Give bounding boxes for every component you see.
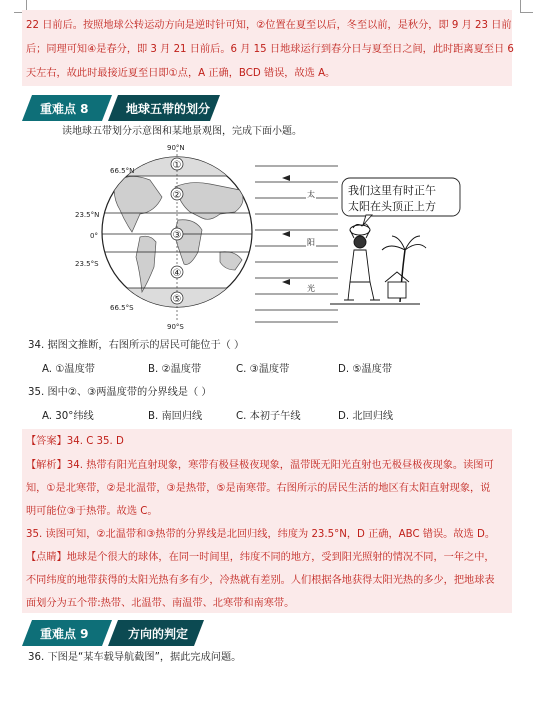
q35-option-a[interactable]: A. 30°纬线	[42, 411, 94, 422]
zone-label: ⑤	[172, 294, 182, 305]
sun-label: 太	[307, 190, 315, 199]
q35-option-d[interactable]: D. 北回归线	[338, 411, 394, 422]
zone-label: ②	[172, 190, 182, 201]
page-corner-mark	[520, 0, 533, 13]
latitude-label: 66.5°S	[110, 304, 134, 312]
latitude-label: 0°	[90, 232, 98, 240]
tip-line: 面划分为五个带:热带、北温带、南温带、北寒带和南寒带。	[26, 598, 295, 609]
question-intro: 读地球五带划分示意图和某地景观图，完成下面小题。	[62, 126, 302, 137]
pole-label: 90°S	[167, 323, 184, 331]
speech-text: 我们这里有时正午	[348, 184, 436, 197]
analysis-line: 知，①是北寒带，②是北温带，③是热带，⑤是南寒带。右图所示的居民生活的地区有太阳直射现象，说	[26, 483, 491, 494]
q34-option-a[interactable]: A. ①温度带	[42, 364, 95, 375]
tip-line: 不同纬度的地带获得的太阳光热有多有少，冷热就有差别。人们根据各地获得太阳光热的多少，把地球表	[26, 575, 495, 586]
section-title: 方向的判定	[128, 627, 189, 641]
local-person-illustration	[330, 224, 426, 304]
q35-option-c[interactable]: C. 本初子午线	[236, 411, 301, 422]
question-36-stem: 36. 下图是“某车载导航截图”，据此完成问题。	[28, 652, 242, 663]
q34-option-c[interactable]: C. ③温度带	[236, 364, 290, 375]
q34-option-b[interactable]: B. ②温度带	[148, 364, 202, 375]
sun-label: 阳	[307, 238, 315, 247]
pole-label: 90°N	[167, 144, 185, 152]
zone-label: ①	[172, 160, 182, 171]
zone-label: ④	[172, 268, 182, 279]
section-tag: 重难点 8	[40, 102, 89, 116]
tip-label: 【点睛】	[26, 552, 67, 563]
latitude-label: 23.5°N	[75, 211, 100, 219]
answer-text: 34. C 35. D	[66, 436, 124, 447]
previous-answer-line: 后；同理可知④是春分，即 3 月 21 日前后。6 月 15 日地球运行到春分日与夏至日之间，此时距离夏至日 6	[26, 44, 514, 55]
analysis-label: 【解析】	[26, 460, 67, 471]
tip-text: 地球是个很大的球体，在同一时间里，纬度不同的地方，受到阳光照射的情况不同，一年之中，	[66, 552, 495, 563]
q34-option-d[interactable]: D. ⑤温度带	[338, 364, 393, 375]
five-zones-figure	[70, 142, 490, 332]
section-tag: 重难点 9	[40, 627, 89, 641]
question-35-stem: 35. 图中②、③两温度带的分界线是（ ）	[28, 387, 212, 398]
section-title: 地球五带的划分	[126, 102, 211, 116]
previous-answer-line: 22 日前后。按照地球公转运动方向是逆时针可知，②位置在夏至以后，冬至以前，是秋分，即 9 月 23 日前	[26, 20, 512, 31]
analysis-line: 35. 读图可知，②北温带和③热带的分界线是北回归线，纬度为 23.5°N，D 正确，ABC 错误。故选 D。	[26, 529, 496, 540]
latitude-label: 23.5°S	[75, 260, 99, 268]
analysis-line: 明可能位③于热带。故选 C。	[26, 506, 158, 517]
latitude-label: 66.5°N	[110, 167, 135, 175]
speech-text: 太阳在头顶正上方	[348, 200, 436, 213]
q35-option-b[interactable]: B. 南回归线	[148, 411, 203, 422]
tip-line	[26, 548, 495, 568]
sun-label: 光	[307, 284, 315, 293]
previous-answer-line: 天左右，故此时最接近夏至日即①点，A 正确，BCD 错误，故选 A。	[26, 68, 336, 79]
analysis-line	[26, 456, 494, 476]
zone-label: ③	[172, 230, 182, 241]
answer-label: 【答案】	[26, 436, 67, 447]
answer-line	[26, 432, 124, 452]
analysis-text: 34. 热带有阳光直射现象，寒带有极昼极夜现象，温带既无阳光直射也无极昼极夜现象。读图可	[66, 460, 494, 471]
question-34-stem: 34. 据图文推断，右图所示的居民可能位于（ ）	[28, 340, 245, 351]
